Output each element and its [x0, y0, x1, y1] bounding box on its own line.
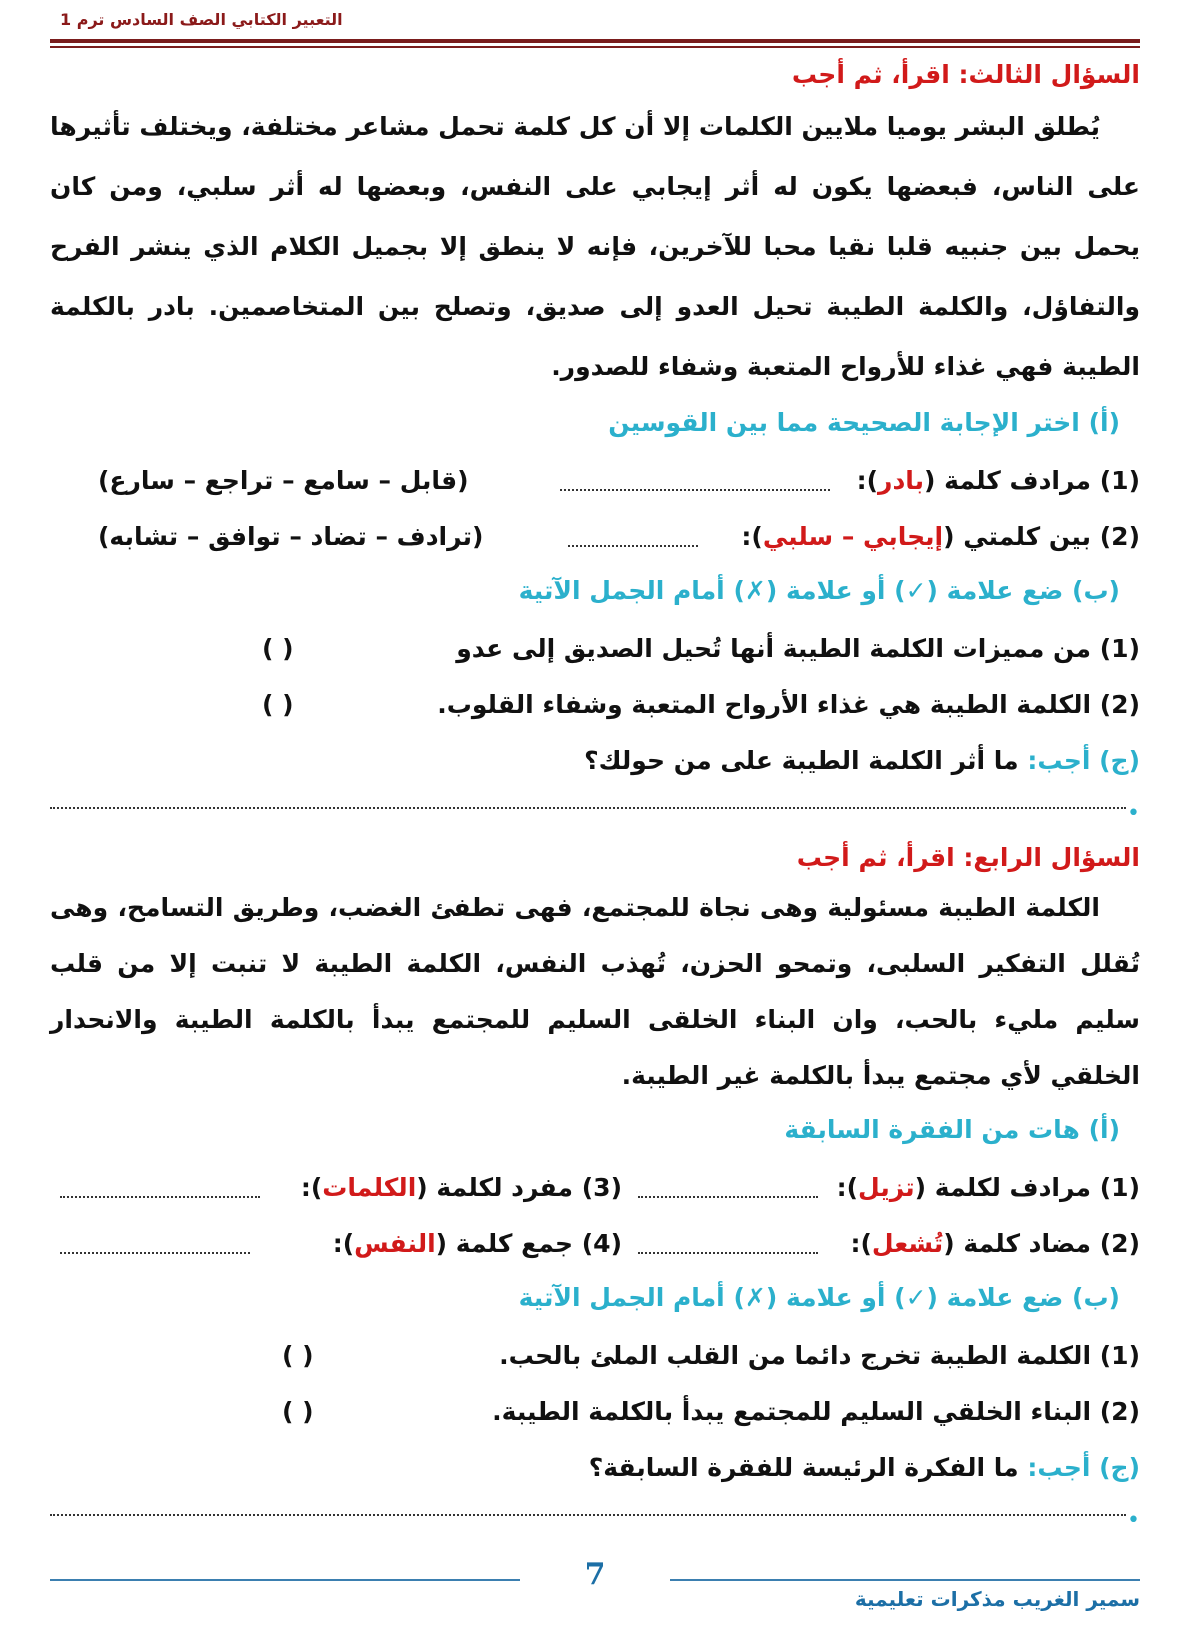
q4-c-answer-line[interactable] — [50, 1496, 1140, 1536]
q3-a2-choices: (ترادف – تضاد – توافق – تشابه) — [98, 522, 484, 551]
q3-b2-bracket[interactable]: ( ) — [262, 690, 294, 719]
q4-b2-bracket[interactable]: ( ) — [282, 1397, 314, 1426]
q4-c-row — [50, 1440, 1140, 1496]
q3-title: السؤال الثالث: اقرأ، ثم أجب — [791, 60, 1140, 89]
q4-b1-row — [50, 1328, 1140, 1384]
q4-title: السؤال الرابع: اقرأ، ثم أجب — [796, 843, 1140, 872]
q4-a1-word: تزيل — [858, 1173, 915, 1202]
q4-a3-word: الكلمات — [322, 1173, 417, 1202]
bullet-icon: • — [1127, 801, 1140, 826]
footer-rule-right — [670, 1579, 1140, 1581]
dotted-line — [50, 807, 1126, 809]
q3-a1-prompt: (1) مرادف كلمة (بادر): — [856, 466, 1140, 495]
footer-rule-left — [50, 1579, 520, 1581]
q3-b1-bracket[interactable]: ( ) — [262, 634, 294, 663]
q3-a1-row — [50, 453, 1140, 509]
q4-a3-answer-line[interactable] — [60, 1176, 260, 1198]
q3-c-prompt: (ج) أجب: ما أثر الكلمة الطيبة على من حولك؟ — [584, 746, 1140, 775]
q3-a1-answer-line[interactable] — [560, 469, 830, 491]
q3-c-label: (ج) أجب: — [1027, 746, 1140, 775]
q3-a-title: (أ) اختر الإجابة الصحيحة مما بين القوسين — [608, 408, 1120, 437]
q3-a2-word: إيجابي – سلبي — [762, 522, 944, 551]
header-rule-thin — [50, 46, 1140, 48]
main-content — [50, 60, 1140, 1536]
q4-a4-word: النفس — [354, 1229, 436, 1258]
q4-paragraph: الكلمة الطيبة مسئولية وهى نجاة للمجتمع، فهى تطفئ الغضب، وطريق التسامح، وهى تُقلل التفكير السلبى، وتمحو الحزن، تُهذب النفس، الكلمة الطيبة لا تنبت إلا من قلب سليم مليء بالحب، وان البناء الخلقى السليم للمجتمع يبدأ بالكلمة الطيبة والانحدار الخلقي لأي مجتمع يبدأ بالكلمة غير الطيبة. — [50, 893, 1140, 1090]
q3-a2-prompt: (2) بين كلمتي (إيجابي – سلبي): — [741, 522, 1140, 551]
q4-b2-row — [50, 1384, 1140, 1440]
q3-a2-row — [50, 509, 1140, 565]
q3-paragraph: يُطلق البشر يوميا ملايين الكلمات إلا أن كل كلمة تحمل مشاعر مختلفة، ويختلف تأثيرها على الناس، فبعضها يكون له أثر إيجابي على النفس، وبعضها له أثر سلبي، ومن كان يحمل بين جنبيه قلبا نقيا محبا للآخرين، فإنه لا ينطق إلا بجميل الكلام الذي ينشر الفرح والتفاؤل، والكلمة الطيبة تحيل العدو إلى صديق، وتصلح بين المتخاصمين. بادر بالكلمة الطيبة فهي غذاء للأرواح المتعبة وشفاء للصدور. — [50, 112, 1140, 381]
q3-a1-choices: (قابل – سامع – تراجع – سارع) — [98, 466, 469, 495]
q4-a1-answer-line[interactable] — [638, 1176, 818, 1198]
dotted-line — [50, 1514, 1126, 1516]
q3-a2-answer-line[interactable] — [568, 525, 698, 547]
q4-a-title: (أ) هات من الفقرة السابقة — [784, 1115, 1120, 1144]
q4-b-title: (ب) ضع علامة (✓) أو علامة (✗) أمام الجمل الآتية — [518, 1283, 1120, 1312]
bullet-icon: • — [1127, 1508, 1140, 1533]
q4-a2-prompt: (2) مضاد كلمة (تُشعل): — [850, 1229, 1140, 1258]
footer-author: سمير الغريب مذكرات تعليمية — [854, 1587, 1140, 1611]
q4-b1-text: (1) الكلمة الطيبة تخرج دائما من القلب الملئ بالحب. — [499, 1341, 1140, 1370]
q4-c-label: (ج) أجب: — [1027, 1453, 1140, 1482]
q3-b-title: (ب) ضع علامة (✓) أو علامة (✗) أمام الجمل الآتية — [518, 576, 1120, 605]
q4-a-row1 — [50, 1160, 1140, 1216]
q3-b2-row — [50, 677, 1140, 733]
q3-c-row — [50, 733, 1140, 789]
q4-b1-bracket[interactable]: ( ) — [282, 1341, 314, 1370]
page-number: 7 — [584, 1557, 606, 1592]
q4-a2-answer-line[interactable] — [638, 1232, 818, 1254]
q4-a4-prompt: (4) جمع كلمة (النفس): — [332, 1229, 622, 1258]
q4-b2-text: (2) البناء الخلقي السليم للمجتمع يبدأ بالكلمة الطيبة. — [492, 1397, 1140, 1426]
header-title: التعبير الكتابي الصف السادس ترم 1 — [60, 10, 343, 29]
q4-a3-prompt: (3) مفرد لكلمة (الكلمات): — [300, 1173, 622, 1202]
q4-a1-prompt: (1) مرادف لكلمة (تزيل): — [836, 1173, 1140, 1202]
q4-a2-word: تُشعل — [871, 1229, 944, 1258]
q3-b2-text: (2) الكلمة الطيبة هي غذاء الأرواح المتعبة وشفاء القلوب. — [437, 690, 1140, 719]
q3-b1-text: (1) من مميزات الكلمة الطيبة أنها تُحيل الصديق إلى عدو — [456, 634, 1140, 663]
q3-a1-word: بادر — [878, 466, 925, 495]
page-footer — [50, 1557, 1140, 1617]
q4-a-row2 — [50, 1216, 1140, 1272]
page-header — [50, 6, 1140, 46]
q4-a4-answer-line[interactable] — [60, 1232, 250, 1254]
q3-c-answer-line[interactable] — [50, 789, 1140, 829]
header-rule-thick — [50, 39, 1140, 43]
q3-b1-row — [50, 621, 1140, 677]
q4-c-prompt: (ج) أجب: ما الفكرة الرئيسة للفقرة السابقة؟ — [588, 1453, 1140, 1482]
